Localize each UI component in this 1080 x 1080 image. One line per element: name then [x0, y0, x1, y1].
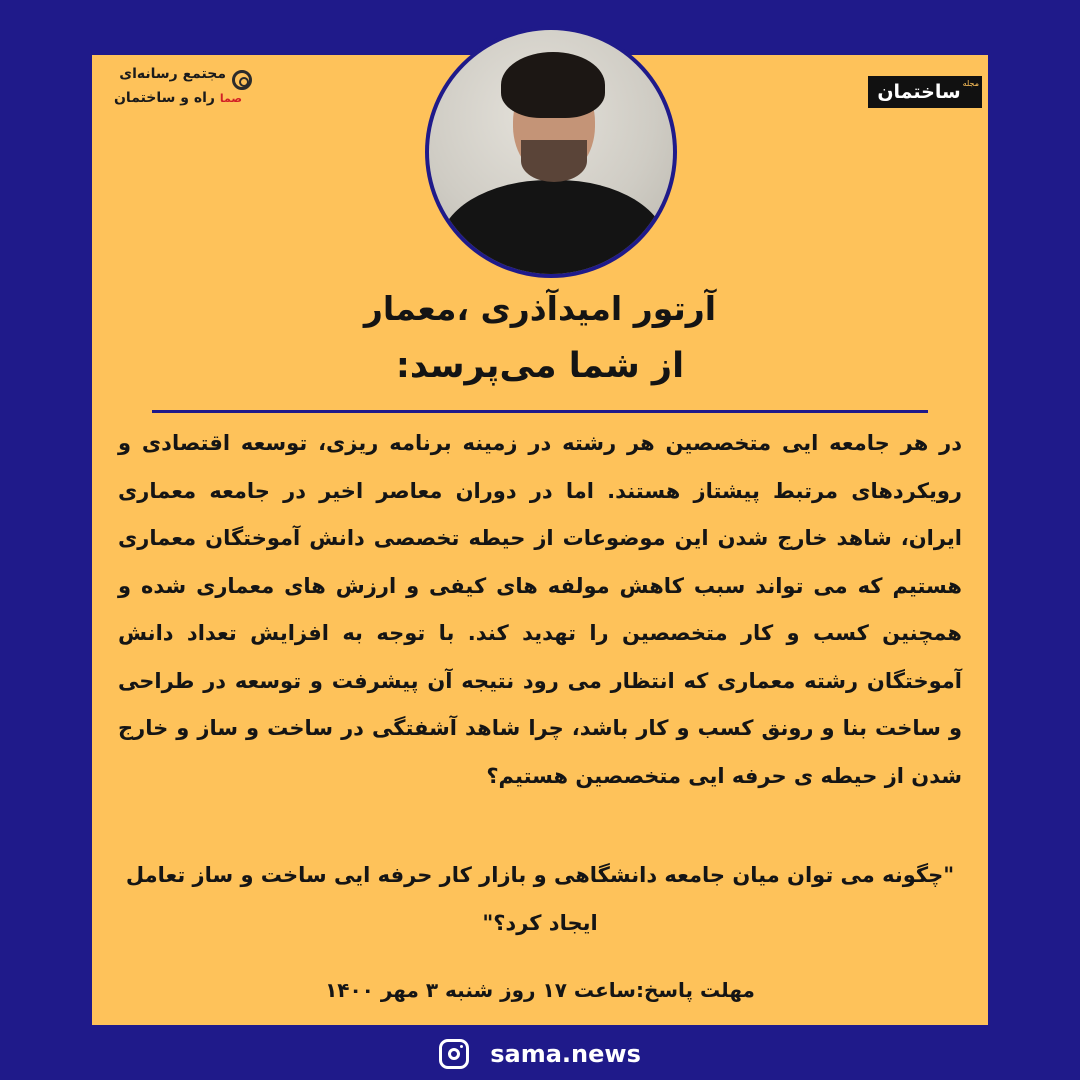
media-complex-logo-icon [232, 70, 252, 90]
magazine-logo-small: مجله [962, 79, 979, 88]
headline-asks: از شما می‌پرسد: [395, 346, 685, 386]
magazine-logo-title: ساختمان [877, 81, 961, 103]
portrait-beard [521, 140, 587, 182]
footer [0, 1030, 1080, 1078]
portrait-shirt [439, 180, 667, 274]
headline-name: آرتور امیدآذری ،معمار [363, 289, 717, 328]
footer-inner [439, 1030, 641, 1078]
portrait-frame [425, 26, 677, 278]
logo-left-line2-text: راه و ساختمان [113, 90, 215, 106]
logo-left-red-text: صما [219, 92, 242, 105]
instagram-handle[interactable]: sama.news [490, 1040, 641, 1068]
question-text: "چگونه می توان میان جامعه دانشگاهی و بازار کار حرفه ایی ساخت و ساز تعامل ایجاد کرد؟" [125, 863, 955, 935]
portrait-hair [501, 52, 605, 118]
body-paragraph: در هر جامعه ایی متخصصین هر رشته در زمینه برنامه ریزی، توسعه اقتصادی و رویکردهای مرتبط پیشتاز هستند. اما در دوران معاصر اخیر در جامعه معماری ایران، شاهد خارج شدن این موضوعات از حیطه تخصصی دانش آموختگان معماری هستیم که می تواند سبب کاهش مولفه های کیفی و ارزش های معماری شده و همچنین کسب و کار متخصصین را تهدید کند. با توجه به افزایش تعداد دانش آموختگان رشته معماری که انتظار می رود نتیجه آن پیشرفت و توسعه در طراحی و ساخت بنا و رونق کسب و کار باشد، چرا شاهد آشفتگی در ساخت و ساز و خارج شدن از حیطه ی حرفه ایی متخصصین هستیم؟ [118, 431, 962, 788]
logo-left-line2 [114, 90, 242, 106]
person-portrait [429, 30, 673, 274]
deadline-text: مهلت پاسخ:ساعت ۱۷ روز شنبه ۳ مهر ۱۴۰۰ [325, 978, 755, 1002]
media-complex-logo [100, 66, 252, 116]
logo-left-line1: مجتمع رسانه‌ای [119, 66, 226, 82]
instagram-icon [439, 1039, 469, 1069]
title-divider [152, 410, 928, 413]
magazine-logo [868, 76, 982, 108]
